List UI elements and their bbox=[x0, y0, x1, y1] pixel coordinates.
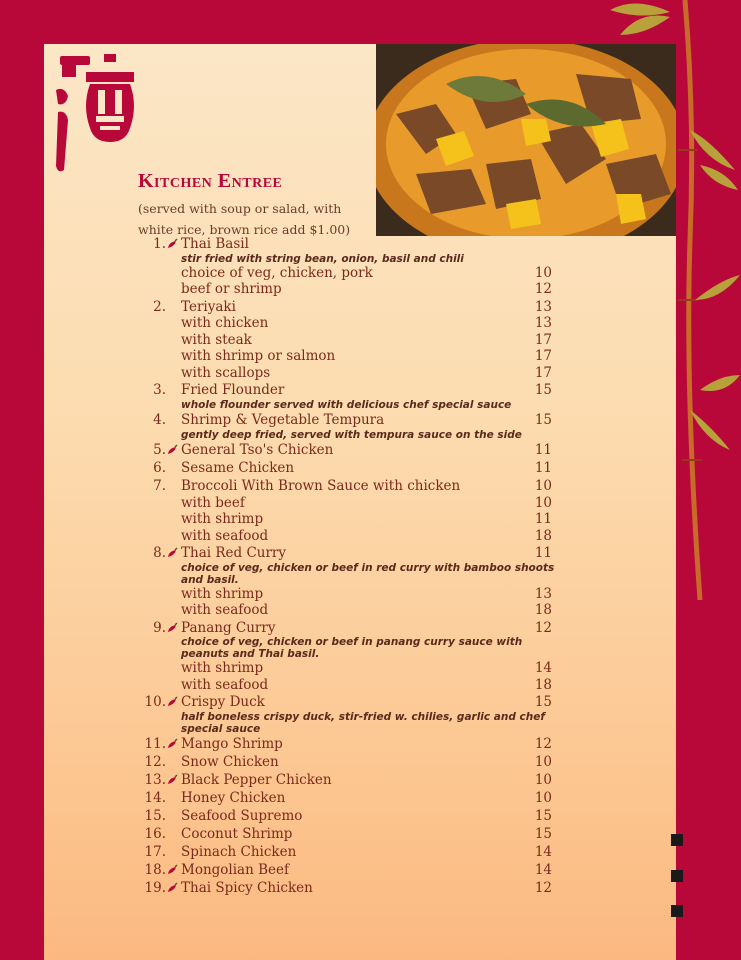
item-number: 8. bbox=[153, 545, 166, 561]
item-number: 16. bbox=[144, 826, 166, 842]
item-option bbox=[132, 495, 557, 512]
hot-pepper-icon bbox=[166, 882, 178, 894]
item-price: 15 bbox=[534, 382, 552, 398]
item-option bbox=[132, 511, 557, 528]
hot-pepper-icon bbox=[166, 864, 178, 876]
item-number: 2. bbox=[153, 298, 166, 315]
option-name: choice of veg, chicken, pork bbox=[181, 264, 373, 281]
menu-item-line bbox=[132, 236, 557, 253]
option-price: 13 bbox=[534, 585, 552, 602]
option-name: with chicken bbox=[181, 315, 269, 331]
menu-item-line bbox=[132, 412, 557, 429]
menu-item bbox=[132, 754, 557, 771]
decorative-square bbox=[671, 870, 683, 882]
menu-item-line bbox=[132, 694, 557, 711]
item-description: whole flounder served with delicious chef special sauce bbox=[181, 398, 512, 411]
menu-item bbox=[132, 826, 557, 843]
item-option bbox=[132, 315, 557, 332]
hot-pepper-icon bbox=[166, 774, 178, 786]
item-option bbox=[132, 265, 557, 282]
option-name: with seafood bbox=[181, 602, 269, 618]
item-number: 15. bbox=[144, 808, 166, 824]
item-description: choice of veg, chicken or beef in red curry with bamboo shoots and basil. bbox=[181, 561, 555, 586]
menu-item-line bbox=[132, 844, 557, 861]
menu-item-line bbox=[132, 862, 557, 879]
menu-item bbox=[132, 880, 557, 897]
option-name: with shrimp bbox=[181, 660, 264, 676]
item-description: choice of veg, chicken or beef in panang curry sauce with peanuts and Thai basil. bbox=[181, 636, 523, 660]
decorative-square bbox=[671, 905, 683, 917]
item-name: General Tso's Chicken bbox=[181, 442, 334, 458]
menu-item bbox=[132, 545, 557, 619]
menu-item-line bbox=[132, 826, 557, 843]
option-name: with seafood bbox=[181, 527, 269, 544]
menu-item-line bbox=[132, 880, 557, 897]
menu-item bbox=[132, 478, 557, 544]
item-number: 13. bbox=[144, 772, 166, 788]
item-number: 1. bbox=[153, 236, 166, 252]
page-subtitle: (served with soup or salad, with white rice, brown rice add $1.00) bbox=[138, 201, 351, 237]
option-name: with seafood bbox=[181, 676, 269, 693]
item-option bbox=[132, 528, 557, 545]
menu-item-line bbox=[132, 808, 557, 825]
hot-pepper-icon bbox=[166, 547, 178, 559]
menu-item-line bbox=[132, 772, 557, 789]
menu-item bbox=[132, 460, 557, 477]
item-price: 10 bbox=[534, 772, 552, 788]
option-price: 13 bbox=[534, 315, 552, 331]
item-description: stir fried with string bean, onion, basil and chili bbox=[181, 252, 464, 265]
item-number: 11. bbox=[144, 736, 166, 752]
menu-item-line bbox=[132, 736, 557, 753]
menu-item bbox=[132, 808, 557, 825]
option-price: 18 bbox=[534, 602, 552, 618]
menu-item bbox=[132, 236, 557, 298]
item-price: 15 bbox=[534, 412, 552, 428]
hot-pepper-icon bbox=[166, 444, 178, 456]
item-number: 10. bbox=[144, 694, 166, 710]
item-name: Snow Chicken bbox=[181, 754, 279, 770]
menu-item bbox=[132, 412, 557, 441]
option-name: with shrimp or salmon bbox=[181, 348, 336, 364]
item-name: Coconut Shrimp bbox=[181, 826, 293, 842]
option-price: 17 bbox=[534, 348, 552, 364]
hot-pepper-icon bbox=[166, 622, 178, 634]
menu-item-line bbox=[132, 620, 557, 637]
item-name: Sesame Chicken bbox=[181, 460, 295, 476]
menu-item bbox=[132, 620, 557, 694]
item-number: 4. bbox=[153, 412, 166, 428]
item-number: 6. bbox=[153, 460, 166, 476]
item-price: 12 bbox=[534, 880, 552, 896]
option-name: with shrimp bbox=[181, 511, 264, 527]
item-price: 10 bbox=[534, 754, 552, 770]
item-name: Honey Chicken bbox=[181, 790, 286, 806]
menu-item-line bbox=[132, 545, 557, 562]
option-name: with beef bbox=[181, 494, 245, 511]
item-number: 9. bbox=[153, 619, 166, 636]
option-name: with scallops bbox=[181, 364, 271, 381]
menu-item-line bbox=[132, 460, 557, 477]
item-name: Seafood Supremo bbox=[181, 808, 303, 824]
option-price: 11 bbox=[534, 511, 552, 527]
item-name: Spinach Chicken bbox=[181, 844, 297, 860]
item-option bbox=[132, 281, 557, 298]
item-name: Thai Basil bbox=[181, 236, 249, 252]
item-option bbox=[132, 660, 557, 677]
item-price: 11 bbox=[534, 442, 552, 458]
item-description: gently deep fried, served with tempura sauce on the side bbox=[181, 428, 522, 441]
menu-item bbox=[132, 442, 557, 459]
option-name: with shrimp bbox=[181, 585, 264, 602]
menu-item bbox=[132, 382, 557, 411]
item-price: 13 bbox=[534, 298, 552, 315]
item-number: 18. bbox=[144, 862, 166, 878]
item-price: 14 bbox=[534, 844, 552, 860]
item-name: Mango Shrimp bbox=[181, 736, 283, 752]
item-option bbox=[132, 677, 557, 694]
menu-item-line bbox=[132, 754, 557, 771]
item-price: 15 bbox=[534, 694, 552, 710]
option-price: 18 bbox=[534, 527, 552, 544]
item-name: Mongolian Beef bbox=[181, 862, 289, 878]
menu-item-line bbox=[132, 299, 557, 316]
item-option bbox=[132, 348, 557, 365]
item-price: 10 bbox=[534, 790, 552, 806]
item-price: 12 bbox=[534, 736, 552, 752]
item-number: 17. bbox=[144, 844, 166, 860]
item-price: 11 bbox=[534, 460, 552, 476]
page-title: Kitchen Entree bbox=[138, 170, 283, 192]
item-name: Thai Red Curry bbox=[181, 545, 287, 561]
hot-pepper-icon bbox=[166, 696, 178, 708]
option-price: 12 bbox=[534, 281, 552, 297]
item-name: Black Pepper Chicken bbox=[181, 772, 332, 788]
item-name: Broccoli With Brown Sauce with chicken bbox=[181, 478, 461, 494]
item-number: 3. bbox=[153, 382, 166, 398]
item-name: Teriyaki bbox=[181, 298, 236, 315]
item-number: 7. bbox=[153, 478, 166, 494]
option-price: 17 bbox=[534, 331, 552, 348]
item-number: 12. bbox=[144, 754, 166, 770]
item-name: Crispy Duck bbox=[181, 694, 265, 710]
item-price: 11 bbox=[534, 545, 552, 561]
item-name: Shrimp & Vegetable Tempura bbox=[181, 412, 385, 428]
menu-item-line bbox=[132, 382, 557, 399]
item-description: half boneless crispy duck, stir-fried w. chilies, garlic and chef special sauce bbox=[181, 710, 545, 735]
menu-item bbox=[132, 862, 557, 879]
item-price: 10 bbox=[534, 478, 552, 494]
option-price: 14 bbox=[534, 660, 552, 676]
item-price: 12 bbox=[534, 619, 552, 636]
item-name: Thai Spicy Chicken bbox=[181, 880, 313, 896]
item-option bbox=[132, 602, 557, 619]
menu-item bbox=[132, 736, 557, 753]
item-option bbox=[132, 586, 557, 603]
option-name: beef or shrimp bbox=[181, 281, 282, 297]
menu-item bbox=[132, 844, 557, 861]
menu-item bbox=[132, 299, 557, 382]
item-price: 15 bbox=[534, 826, 552, 842]
menu-item bbox=[132, 694, 557, 735]
item-number: 19. bbox=[144, 880, 166, 896]
bamboo-decoration-icon bbox=[590, 0, 741, 600]
option-name: with steak bbox=[181, 331, 252, 348]
item-name: Panang Curry bbox=[181, 619, 276, 636]
item-price: 14 bbox=[534, 862, 552, 878]
menu-item-line bbox=[132, 790, 557, 807]
menu-item bbox=[132, 772, 557, 789]
menu-item-line bbox=[132, 442, 557, 459]
chinese-character-logo-icon bbox=[52, 50, 142, 175]
item-number: 14. bbox=[144, 790, 166, 806]
hot-pepper-icon bbox=[166, 238, 178, 250]
item-name: Fried Flounder bbox=[181, 382, 285, 398]
item-option bbox=[132, 365, 557, 382]
option-price: 10 bbox=[534, 264, 552, 281]
hot-pepper-icon bbox=[166, 738, 178, 750]
item-price: 15 bbox=[534, 808, 552, 824]
option-price: 18 bbox=[534, 676, 552, 693]
option-price: 10 bbox=[534, 494, 552, 511]
menu-list bbox=[132, 236, 557, 898]
option-price: 17 bbox=[534, 364, 552, 381]
decorative-square bbox=[671, 834, 683, 846]
item-number: 5. bbox=[153, 442, 166, 458]
item-option bbox=[132, 332, 557, 349]
menu-item-line bbox=[132, 478, 557, 495]
menu-item bbox=[132, 790, 557, 807]
